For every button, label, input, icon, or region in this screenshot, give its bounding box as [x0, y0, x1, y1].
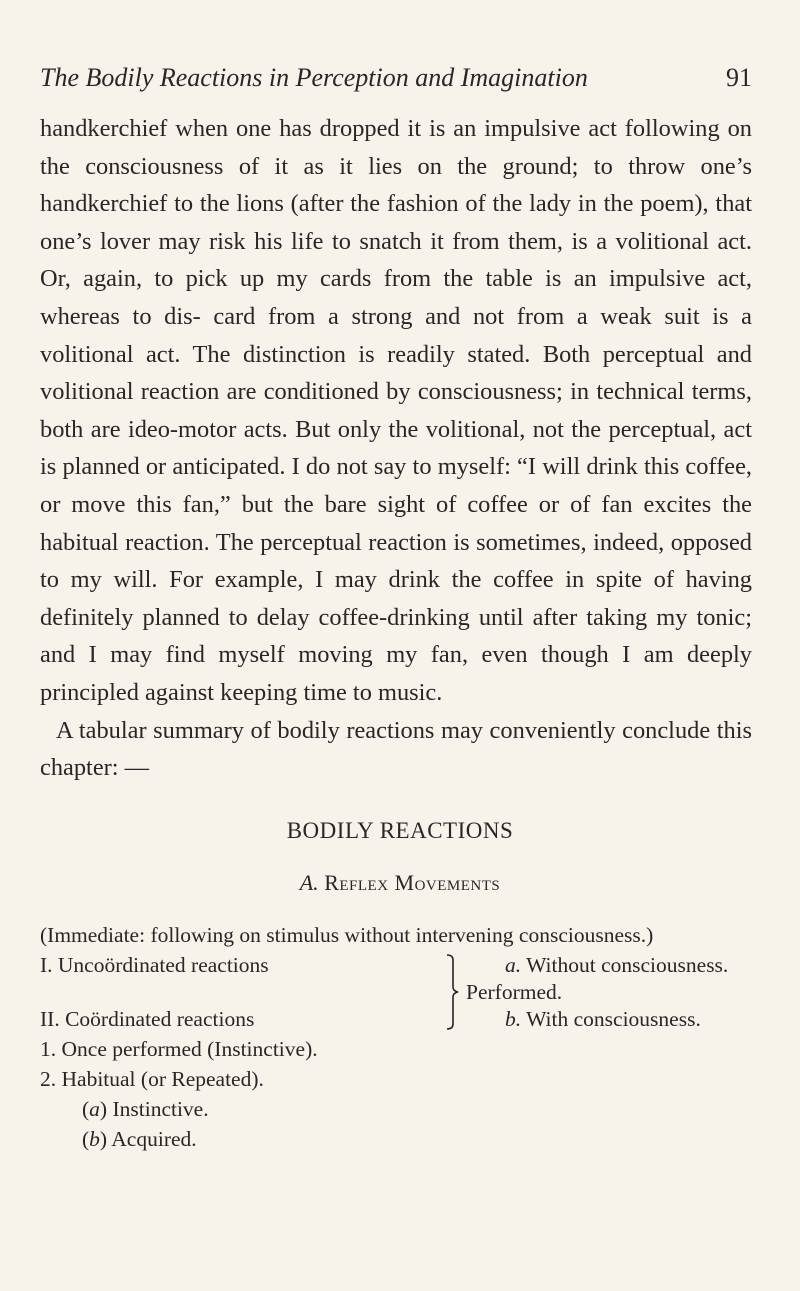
- right-brace-icon: [446, 954, 460, 1030]
- paragraph: handkerchief when one has dropped it is an impulsive act following on the consciousness of it as it lies on the ground; to throw one’s handkerchief to the lions (after the fashion of the lady in the poem), that one’s lover may risk his life to snatch it from them, is a volitional act. Or, again, to pick up my cards from the table is an impulsive act, whereas to dis- card from a strong and not from a weak suit is a volitional act. The distinction is readily stated. Both perceptual and volitional reaction are conditioned by consciousness; in technical terms, both are ideo-motor acts. But only the volitional, not the perceptual, act is planned or anticipated. I do not say to myself: “I will drink this coffee, or move this fan,” but the bare sight of coffee or of fan excites the habitual reaction. The perceptual reaction is sometimes, indeed, opposed to my will. For example, I may drink the coffee in spite of having definitely planned to delay coffee-drinking until after taking my tonic; and I may find myself moving my fan, even though I am deeply principled against keeping time to music.: [40, 115, 752, 706]
- section-letter: A.: [299, 870, 319, 895]
- row-coordinated: II. Coördinated reactions: [40, 1007, 255, 1031]
- sub-item-marker: b: [89, 1127, 100, 1151]
- section-heading: [0, 870, 800, 896]
- option-b: [505, 1004, 701, 1034]
- page-number: 91: [726, 63, 752, 92]
- definition-line: (Immediate: following on stimulus without intervening consciousness.): [40, 923, 654, 947]
- option-b-text: With consciousness.: [526, 1007, 701, 1031]
- running-head: [40, 60, 752, 96]
- summary-heading: BODILY REACTIONS: [286, 818, 514, 843]
- sub-list-item: (a) Instinctive.: [82, 1097, 209, 1121]
- row-uncoordinated: I. Uncoördinated reactions: [40, 953, 269, 977]
- body-text: [40, 110, 752, 787]
- paragraph: A tabular summary of bodily reactions may conveniently conclude this chapter: —: [40, 716, 752, 782]
- option-b-marker: b.: [505, 1007, 522, 1031]
- sub-list-item: (b) Acquired.: [82, 1127, 197, 1151]
- section-title: Reflex Movements: [324, 870, 501, 895]
- running-head-title: The Bodily Reactions in Perception and Imagination: [40, 63, 588, 92]
- option-a-marker: a.: [505, 953, 522, 977]
- list-item: 2. Habitual (or Repeated).: [40, 1067, 264, 1091]
- sub-item-marker: a: [89, 1097, 100, 1121]
- sub-item-text: Acquired.: [111, 1127, 197, 1151]
- sub-item-text: Instinctive.: [112, 1097, 209, 1121]
- option-a: [505, 950, 728, 980]
- brace-label: Performed.: [466, 980, 563, 1004]
- option-a-text: Without consciousness.: [526, 953, 729, 977]
- list-item: 1. Once performed (Instinctive).: [40, 1037, 318, 1061]
